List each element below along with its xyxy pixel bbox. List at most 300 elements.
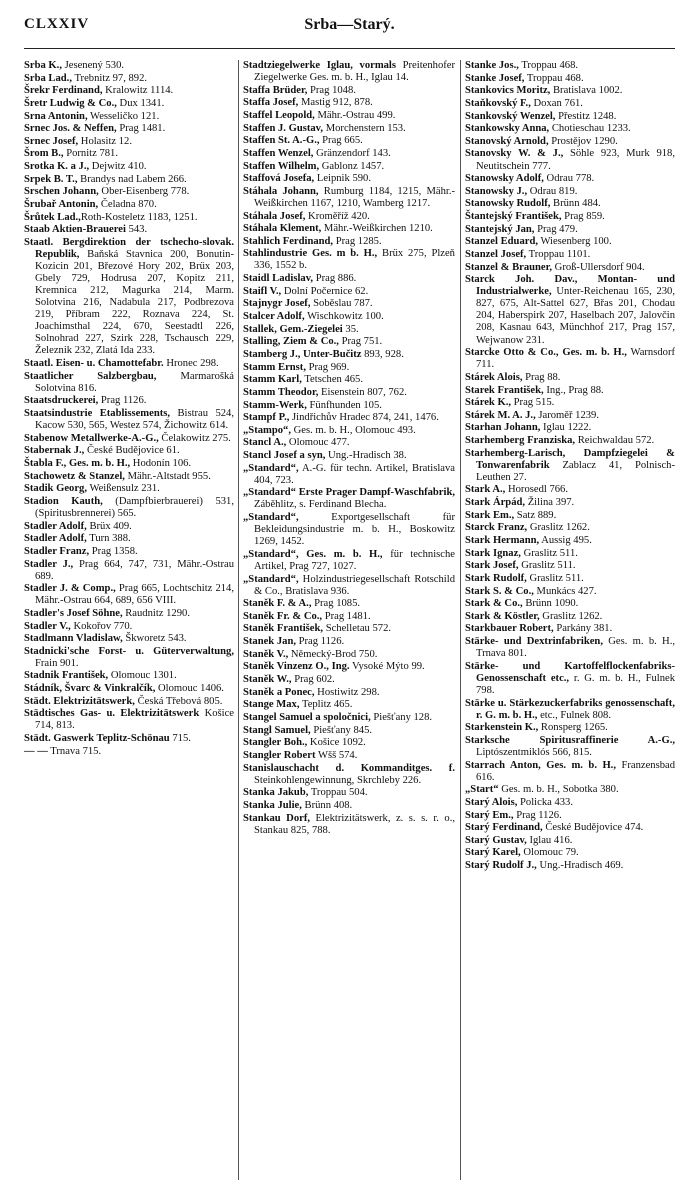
entry-details: Munkács 427. <box>533 585 597 597</box>
entry-details: České Budějovice 474. <box>542 822 644 834</box>
entry-details: Satz 889. <box>514 509 557 521</box>
entry-details: Prag 602. <box>291 674 335 686</box>
directory-entry <box>465 497 675 509</box>
entry-name: „Stampo“, <box>243 424 291 436</box>
entry-name: Stanowsky J., <box>465 185 528 197</box>
directory-entry <box>24 237 234 357</box>
entry-details: Mähr.-Altstadt 955. <box>124 470 211 482</box>
entry-name: Stangler Boh., <box>243 737 308 749</box>
directory-entry <box>24 186 234 198</box>
entry-details: Bratislava 1002. <box>550 85 623 97</box>
directory-entry <box>465 198 675 210</box>
entry-name: Stahlich Ferdinand, <box>243 235 334 247</box>
directory-entry <box>24 559 234 583</box>
entry-name: Stancl A., <box>243 437 287 449</box>
entry-details: 543. <box>125 224 148 236</box>
entry-details: Soběslau 787. <box>310 298 373 310</box>
entry-name: Šrubař Antonin, <box>24 199 99 211</box>
entry-details: Graslitz 511. <box>518 560 576 572</box>
directory-entry <box>243 813 455 837</box>
entry-details: Prag 1481. <box>116 123 166 135</box>
entry-details: Prag 479. <box>534 223 578 235</box>
entry-details: Škworetz 543. <box>122 633 187 645</box>
page-title: Srba—Starý. <box>304 16 395 33</box>
entry-name: Stadnik František, <box>24 670 109 682</box>
entry-name: Srnec Josef, <box>24 135 79 147</box>
entry-details: (Dampfbierbrauerei) 531, (Spiritusbrennerei) 565. <box>35 495 234 519</box>
directory-entry <box>24 445 234 457</box>
directory-entry <box>465 136 675 148</box>
entry-name: Stádník, Švarc & Vinkralčík, <box>24 683 156 695</box>
entry-details: Prag 665. <box>319 135 363 147</box>
entry-details: Piešťany 128. <box>370 711 433 723</box>
directory-entry <box>243 450 455 462</box>
entry-name: Stalling, Ziem & Co., <box>243 336 339 348</box>
directory-entry <box>24 174 234 186</box>
entry-name: Staffen St. A.-G., <box>243 135 320 147</box>
directory-entry <box>243 712 455 724</box>
directory-entry <box>243 512 455 548</box>
directory-entry <box>24 646 234 670</box>
directory-entry <box>24 199 234 211</box>
entry-details: Olomouc 1301. <box>108 670 177 682</box>
entry-name: Starhan Johann, <box>465 422 541 434</box>
column-divider <box>238 60 239 1180</box>
entry-details: Exportgesellschaft für Bekleidungsindustrie m. b. H., Boskowitz 1269, 1452. <box>254 512 455 548</box>
entry-name: Stadler V., <box>24 620 71 632</box>
entry-details: Mähr.-Weißkirchen 1210. <box>321 223 433 235</box>
entry-details: Preitenhofer Ziegelwerke Ges. m. b. H., Iglau 14. <box>254 60 455 84</box>
directory-entry <box>243 97 455 109</box>
entry-details: Jindřichův Hradec 874, 241, 1476. <box>289 412 439 424</box>
entry-details: Kralowitz 1114. <box>102 85 174 97</box>
entry-name: Staab Aktien-Brauerei <box>24 224 126 236</box>
directory-entry <box>24 608 234 620</box>
entry-details: Gablonz 1457. <box>319 160 385 172</box>
entry-details: Prag 1285. <box>333 235 382 247</box>
entry-name: Stark Em., <box>465 509 515 521</box>
entry-name: Stamm-Werk, <box>243 399 307 411</box>
entry-details: Mastig 912, 878. <box>298 97 373 109</box>
entry-name: Stärke- und Kartoffelflockenfabriks-Genossenschaft etc., <box>465 660 675 684</box>
entry-details: Unter-Reichenau 165, 230, 827, 675, Alt-Sattel 627, Břas 201, Chodau 204, Haberspirk 207, Haselbach 207, Jalovčin 208, Kasnau 643, Münchhof 217, Prag 157, Wejwanow 231. <box>476 286 675 346</box>
entry-details: Frain 901. <box>35 657 79 669</box>
entry-name: Stamberg J., Unter-Bučitz <box>243 348 362 360</box>
directory-entry <box>243 110 455 122</box>
entry-details: Prag 886. <box>313 273 357 285</box>
directory-entry <box>243 248 455 272</box>
entry-name: Staffen Wilhelm, <box>243 160 320 172</box>
entry-details: Troppau 468. <box>518 60 579 71</box>
directory-entry <box>465 722 675 734</box>
entry-details: Mähr.-Ostrau 499. <box>314 109 396 121</box>
directory-entry <box>465 560 675 572</box>
directory-entry <box>243 687 455 699</box>
directory-entry <box>24 633 234 645</box>
entry-name: „Standard“, <box>243 573 299 585</box>
directory-entry <box>465 797 675 809</box>
directory-entry <box>243 649 455 661</box>
directory-entry <box>465 847 675 859</box>
entry-name: Staatsindustrie Etablissements, <box>24 408 171 419</box>
entry-name: Städt. Elektrizitätswerk, <box>24 695 135 707</box>
entry-name: Staffel Leopold, <box>243 109 315 121</box>
entry-name: Starkbauer Robert, <box>465 623 554 635</box>
directory-entry <box>243 311 455 323</box>
directory-entry <box>24 371 234 395</box>
entry-details: Horosedl 766. <box>505 484 569 496</box>
entry-details: Steinkohlengewinnung, Skrchleby 226. <box>254 774 422 786</box>
directory-entry <box>465 586 675 598</box>
directory-entry <box>243 661 455 673</box>
directory-entry <box>465 573 675 585</box>
entry-name: Šrom B., <box>24 148 64 160</box>
entry-name: Starý Alois, <box>465 796 518 808</box>
entry-name: Staffen Wenzel, <box>243 147 314 159</box>
directory-entry <box>465 435 675 447</box>
entry-details: Prag 515. <box>511 397 555 409</box>
entry-details: Reichwaldau 572. <box>575 435 655 447</box>
entry-name: Stanek Jan, <box>243 636 296 648</box>
directory-entry <box>24 408 234 432</box>
entry-details: Elektrizitätswerk, z. s. s. r. o., Stankau 825, 788. <box>254 812 455 836</box>
directory-entry <box>243 400 455 412</box>
entry-name: Stark Ignaz, <box>465 547 521 559</box>
entry-name: Srba K., <box>24 60 62 71</box>
entry-details: Ing., Prag 88. <box>543 384 604 396</box>
entry-name: Šrůtek Lad., <box>24 211 81 223</box>
entry-name: Srnec Jos. & Neffen, <box>24 123 117 135</box>
entry-details: Prag 1048. <box>307 84 356 96</box>
entry-name: Šretr Ludwig & Co., <box>24 97 117 109</box>
entry-details: Aussig 495. <box>539 535 592 546</box>
entry-details: Leipnik 590. <box>314 173 371 185</box>
directory-entry <box>465 535 675 547</box>
directory-entry <box>24 161 234 173</box>
directory-entry <box>465 249 675 261</box>
entry-name: Staffa Josef, <box>243 97 299 109</box>
entry-name: Staffová Josefa, <box>243 173 315 185</box>
directory-entry <box>243 211 455 223</box>
directory-column-2 <box>243 60 455 1190</box>
entry-details: Vysoké Mýto 99. <box>349 661 425 673</box>
entry-name: Stark Árpád, <box>465 497 526 509</box>
entry-details: Roth-Kosteletz 1183, 1251. <box>80 211 198 223</box>
entry-details: für technische Artikel, Prag 727, 1027. <box>254 548 455 572</box>
entry-details: 35. <box>342 323 359 335</box>
entry-name: Stadtziegelwerke Iglau, vormals <box>243 60 397 71</box>
entry-details: Ges. m. b. H., Trnava 801. <box>476 636 675 660</box>
entry-details: Žilina 397. <box>525 497 575 509</box>
entry-details: Warnsdorf 711. <box>476 347 675 371</box>
entry-name: Starek František, <box>465 384 544 396</box>
entry-details: Baňská Stavnica 200, Bonutin-Kozicin 201, Březové Hory 202, Brüx 203, Gbely 729, Hodrusa 207, Kopitz 211, Kremnica 212, Magurka 214, Marm. Solotvina 216, Nadabula 217, Podbrezova 219, Příbram 222, Roznava 224, St. Joachimsthal 224, 670, Seestadtl 226, Solnohrad 227, Szirk 228, Tschausch 229, Železnik 232, Zlatá Ida 233. <box>35 249 234 357</box>
directory-entry <box>24 433 234 445</box>
entry-name: Stajnygr Josef, <box>243 298 311 310</box>
entry-name: Starrach Anton, Ges. m. b. H., <box>465 759 616 771</box>
directory-entry <box>24 85 234 97</box>
entry-details: Brüx 275, Plzeň 336, 1552 b. <box>254 248 455 272</box>
entry-name: Stadler Adolf, <box>24 533 87 545</box>
directory-entry <box>24 111 234 123</box>
entry-name: Stanislauschacht d. Kommanditges. f. <box>243 762 455 774</box>
entry-name: Stárek K., <box>465 397 512 409</box>
entry-name: Staatl. Bergdirektion der tschecho-slovak. Republik, <box>24 236 234 261</box>
directory-entry <box>465 698 675 722</box>
entry-name: Stadler J. & Comp., <box>24 583 116 595</box>
directory-entry <box>243 286 455 298</box>
entry-name: Starck Franz, <box>465 522 528 534</box>
entry-details: Prag 1126. <box>98 395 147 407</box>
entry-details: Záběhlitz, s. Ferdinand Blecha. <box>254 499 387 511</box>
directory-entry <box>24 683 234 695</box>
entry-name: Staněk Vinzenz O., Ing. <box>243 661 350 673</box>
directory-entry <box>243 135 455 147</box>
entry-details: Košice 714, 813. <box>35 708 234 732</box>
entry-name: Stark & Köstler, <box>465 610 540 622</box>
directory-entry <box>243 750 455 762</box>
entry-name: Staněk W., <box>243 674 292 686</box>
entry-details: Brünn 408. <box>301 799 353 811</box>
directory-entry <box>465 598 675 610</box>
entry-name: Stangel Samuel a spoločnici, <box>243 711 371 723</box>
entry-details: Pornitz 781. <box>63 148 118 160</box>
directory-entry <box>243 412 455 424</box>
directory-entry <box>465 822 675 834</box>
entry-name: Stamm Karl, <box>243 374 302 386</box>
entry-details: Groß-Ullersdorf 904. <box>552 261 645 273</box>
directory-entry <box>465 123 675 135</box>
directory-entry <box>243 763 455 787</box>
entry-details: Wischkowitz 100. <box>304 311 384 323</box>
directory-entry <box>465 111 675 123</box>
entry-name: Stankovský Wenzel, <box>465 110 556 122</box>
directory-entry <box>24 496 234 520</box>
entry-details: Brünn 1090. <box>522 598 579 610</box>
entry-details: Ges. m. b. H., Olomouc 493. <box>290 424 416 436</box>
entry-details: 893, 928. <box>361 348 404 360</box>
entry-details: Marmarošká Solotvina 816. <box>35 370 234 394</box>
directory-entry <box>243 487 455 511</box>
directory-entry <box>24 708 234 732</box>
directory-entry <box>465 60 675 72</box>
entry-name: Starý Ferdinand, <box>465 822 543 834</box>
entry-details: Bistrau 524, Kacow 530, 565, Westez 574, Žichowitz 614. <box>35 408 234 432</box>
directory-entry <box>465 510 675 522</box>
entry-name: Stachowetz & Stanzel, <box>24 470 125 482</box>
entry-details: Brüx 409. <box>86 520 132 532</box>
entry-details: Hodonín 106. <box>130 457 192 469</box>
entry-name: Stankau Dorf, <box>243 812 310 824</box>
entry-name: — — <box>24 745 48 757</box>
entry-details: Ges. m. b. H., Sobotka 380. <box>498 784 619 796</box>
entry-details: Piešťany 845. <box>310 724 373 736</box>
directory-entry <box>465 661 675 697</box>
directory-entry <box>465 347 675 371</box>
directory-entry <box>465 636 675 660</box>
directory-entry <box>243 387 455 399</box>
entry-name: Staidl Ladislav, <box>243 273 314 285</box>
directory-entry <box>243 425 455 437</box>
entry-name: Starksche Spiritusraffinerie A.-G., <box>465 734 675 746</box>
directory-entry <box>24 136 234 148</box>
entry-name: Stadler J., <box>24 558 74 570</box>
entry-details: Olomouc 79. <box>520 847 579 859</box>
directory-entry <box>465 860 675 872</box>
entry-details: Fünfhunden 105. <box>306 399 382 411</box>
directory-entry <box>465 810 675 822</box>
entry-name: Stadler's Josef Söhne, <box>24 607 123 619</box>
entry-name: Stange Max, <box>243 699 300 711</box>
entry-details: Čeladna 870. <box>98 199 157 211</box>
directory-entry <box>243 737 455 749</box>
entry-name: Starcke Otto & Co., Ges. m. b. H., <box>465 347 627 359</box>
directory-entry <box>24 670 234 682</box>
entry-details: Prag 1358. <box>89 545 138 557</box>
entry-name: Stankowsky Anna, <box>465 123 550 135</box>
entry-name: Staněk V., <box>243 648 289 660</box>
directory-entry <box>24 123 234 135</box>
directory-entry <box>24 483 234 495</box>
entry-details: Holzindustriegesellschaft Rotschild & Co., Bratislava 936. <box>254 573 455 597</box>
entry-name: Stärke- und Dextrinfabriken, <box>465 636 603 648</box>
entry-name: Starck Joh. Dav., Montan- und Industrialwerke, <box>465 274 675 298</box>
entry-name: Stärke u. Stärkezuckerfabriks genossenschaft, r. G. m. b. H., <box>465 697 675 721</box>
entry-details: Morchenstern 153. <box>323 122 406 134</box>
entry-details: Dolní Počernice 62. <box>281 285 369 297</box>
entry-name: Staněk F. & A., <box>243 598 312 610</box>
entry-details: etc., Fulnek 808. <box>537 709 611 721</box>
entry-details: Gränzendorf 143. <box>313 147 391 159</box>
entry-name: Stárek M. A. J., <box>465 409 536 421</box>
entry-name: Stanke Jos., <box>465 60 519 71</box>
directory-entry <box>465 735 675 759</box>
directory-entry <box>243 636 455 648</box>
entry-details: Holasitz 12. <box>78 135 132 147</box>
entry-details: Liptószentmiklós 566, 815. <box>476 746 592 758</box>
directory-entry <box>24 395 234 407</box>
entry-details: Ober-Eisenberg 778. <box>98 186 190 198</box>
entry-details: Wiesenberg 100. <box>538 236 612 248</box>
entry-name: Stallek, Gem.-Ziegelei <box>243 323 343 335</box>
page-number: CLXXIV <box>24 16 90 32</box>
directory-entry <box>465 372 675 384</box>
entry-name: Štantejský František, <box>465 211 562 223</box>
directory-entry <box>465 548 675 560</box>
entry-details: Dejwitz 410. <box>89 161 147 173</box>
directory-entry <box>243 549 455 573</box>
directory-entry <box>243 374 455 386</box>
entry-details: Schelletau 572. <box>323 623 392 635</box>
entry-details: Olomouc 1406. <box>155 683 224 695</box>
entry-name: Stanke Josef, <box>465 72 525 84</box>
entry-name: Staffa Brüder, <box>243 84 308 96</box>
entry-name: Stanowsky Adolf, <box>465 173 544 185</box>
entry-name: Stark Josef, <box>465 560 519 572</box>
entry-name: Stalcer Adolf, <box>243 311 305 323</box>
directory-entry <box>465 760 675 784</box>
entry-name: Stadlmann Vladislaw, <box>24 633 123 645</box>
entry-name: Staňkovský F., <box>465 97 531 109</box>
entry-details: Troppau 1101. <box>526 249 591 261</box>
entry-details: Wesseličko 121. <box>87 110 160 122</box>
entry-name: „Standard“, Ges. m. b. H., <box>243 548 383 560</box>
entry-name: Starý Em., <box>465 809 514 821</box>
entry-details: Prostějov 1290. <box>548 135 618 147</box>
directory-entry <box>465 397 675 409</box>
entry-name: Stark A., <box>465 484 506 496</box>
entry-details: Prag 664, 747, 731, Mähr.-Ostrau 689. <box>35 558 234 582</box>
entry-name: Staifl V., <box>243 285 282 297</box>
entry-details: Odrau 778. <box>543 173 595 185</box>
directory-entry <box>24 546 234 558</box>
entry-name: Stanovský Arnold, <box>465 135 549 147</box>
entry-details: Jesenený 530. <box>61 60 125 71</box>
entry-details: Iglau 416. <box>526 834 573 846</box>
entry-name: Stanovsky W. & J., <box>465 148 564 160</box>
entry-details: Prag 1481. <box>322 610 371 622</box>
entry-details: Dux 1341. <box>116 97 165 109</box>
entry-name: Šrekr Ferdinand, <box>24 85 103 97</box>
page-header <box>24 10 675 46</box>
directory-entry <box>465 262 675 274</box>
entry-name: Stantejský Jan, <box>465 223 535 235</box>
entry-details: Rumburg 1184, 1215, Mähr.-Weißkirchen 1167, 1210, Wamberg 1217. <box>254 185 455 209</box>
entry-details: Trebnitz 97, 892. <box>71 72 148 84</box>
directory-entry <box>243 349 455 361</box>
directory-entry <box>24 471 234 483</box>
entry-details: Raudnitz 1290. <box>122 607 190 619</box>
entry-details: Chotieschau 1233. <box>549 123 631 135</box>
entry-name: Staněk a Ponec, <box>243 686 315 698</box>
entry-name: Starkenstein K., <box>465 722 539 734</box>
entry-name: Stadler Franz, <box>24 545 90 557</box>
directory-entry <box>243 298 455 310</box>
entry-name: „Standard“, <box>243 462 299 474</box>
entry-name: „Standard“ Erste Prager Dampf-Waschfabrik, <box>243 487 455 499</box>
entry-details: Ung.-Hradisch 38. <box>325 450 407 462</box>
entry-name: „Standard“, <box>243 512 299 524</box>
directory-entry <box>24 358 234 370</box>
entry-details: Hronec 298. <box>163 358 219 370</box>
entry-details: Weißensulz 231. <box>86 483 160 495</box>
entry-name: Staffen J. Gustav, <box>243 122 324 134</box>
entry-name: Stabenow Metallwerke-A.-G., <box>24 432 159 444</box>
directory-entry <box>24 746 234 758</box>
entry-details: A.-G. für techn. Artikel, Bratislava 404, 723. <box>254 462 455 486</box>
directory-entry <box>243 236 455 248</box>
entry-details: Brandys nad Labem 266. <box>77 173 187 185</box>
entry-details: Čelakowitz 275. <box>158 432 231 444</box>
directory-entry <box>465 835 675 847</box>
entry-details: Prag 969. <box>305 361 350 373</box>
directory-entry <box>465 98 675 110</box>
entry-name: Stabernak J., <box>24 445 85 457</box>
entry-details: Turn 388. <box>86 533 131 545</box>
directory-entry <box>465 274 675 346</box>
entry-name: Stankovics Moritz, <box>465 85 551 97</box>
entry-details: Hostiwitz 298. <box>314 686 380 698</box>
entry-name: Stark & Co., <box>465 598 523 610</box>
entry-name: Srba Lad., <box>24 72 72 84</box>
directory-entry <box>465 211 675 223</box>
directory-entry <box>465 410 675 422</box>
entry-details: Brünn 484. <box>550 198 601 210</box>
entry-name: Stadion Kauth, <box>24 495 103 507</box>
entry-name: Stamm Theodor, <box>243 386 319 398</box>
entry-details: Troppau 468. <box>524 72 584 84</box>
directory-entry <box>465 611 675 623</box>
